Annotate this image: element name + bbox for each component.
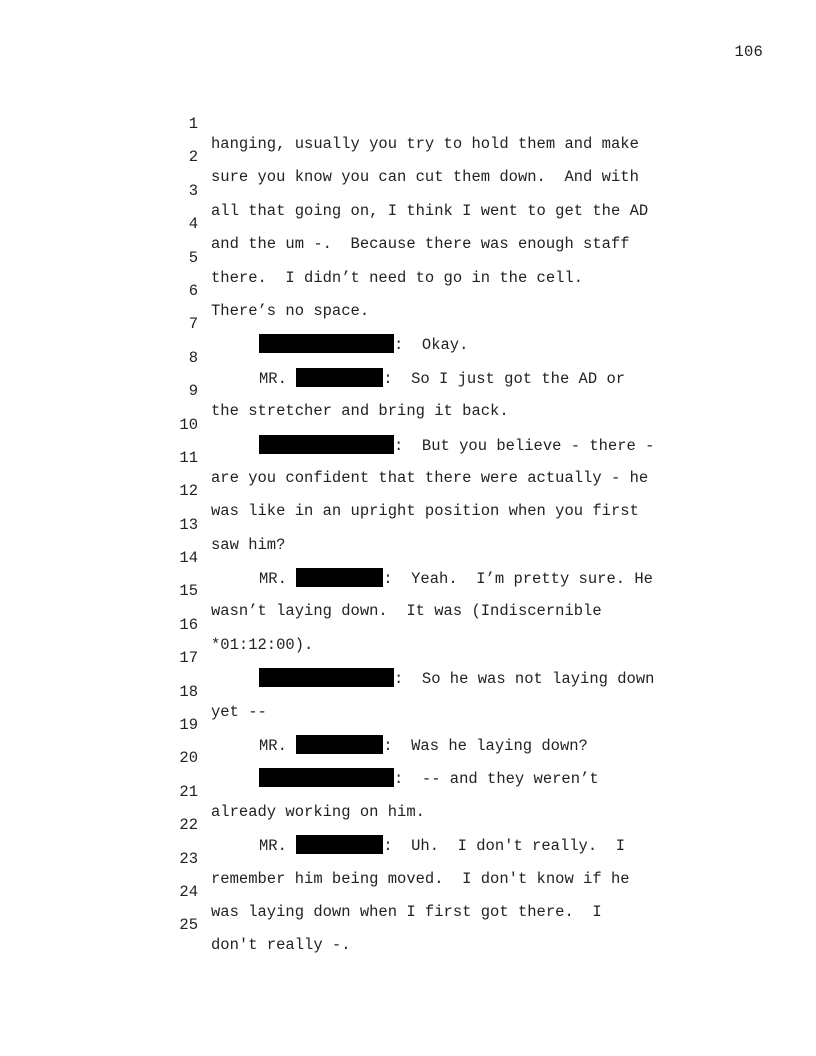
speaker-prefix: MR. bbox=[259, 570, 297, 589]
line-number: 22 bbox=[179, 816, 198, 835]
line-number: 23 bbox=[179, 849, 198, 868]
transcript-line bbox=[0, 328, 816, 388]
transcript-line bbox=[0, 94, 816, 153]
transcript-line bbox=[0, 561, 816, 621]
transcript-line bbox=[0, 862, 816, 921]
line-text: : So he was not laying down bbox=[394, 670, 655, 689]
line-number: 14 bbox=[179, 549, 198, 568]
transcript-line bbox=[0, 595, 816, 654]
line-number: 6 bbox=[188, 281, 198, 300]
line-text: wasn’t laying down. It was (Indiscernible bbox=[211, 602, 602, 621]
line-number: 10 bbox=[179, 415, 198, 434]
line-text: and the um -. Because there was enough staff bbox=[211, 235, 630, 254]
line-number: 20 bbox=[179, 749, 198, 768]
line-text: : Was he laying down? bbox=[383, 737, 588, 756]
line-text: : Yeah. I’m pretty sure. He bbox=[383, 570, 653, 589]
speaker-prefix: MR. bbox=[259, 737, 297, 756]
transcript-line bbox=[0, 161, 816, 220]
line-text: don't really -. bbox=[211, 936, 351, 955]
line-number: 24 bbox=[179, 882, 198, 901]
transcript-line bbox=[0, 762, 816, 821]
transcript-body bbox=[0, 94, 816, 955]
transcript-line bbox=[0, 461, 816, 521]
line-number: 1 bbox=[188, 115, 198, 133]
transcript-line bbox=[0, 895, 816, 955]
line-number: 15 bbox=[179, 582, 198, 601]
line-number: 2 bbox=[188, 148, 198, 167]
line-number: 16 bbox=[179, 615, 198, 634]
line-number: 5 bbox=[188, 248, 198, 267]
line-number: 25 bbox=[179, 916, 198, 935]
line-text: all that going on, I think I went to get the AD bbox=[211, 201, 649, 220]
transcript-line bbox=[0, 795, 816, 856]
line-text: : But you believe - there - bbox=[394, 436, 655, 455]
transcript-line bbox=[0, 127, 816, 187]
line-text: sure you know you can cut them down. And with bbox=[211, 168, 639, 187]
line-number: 19 bbox=[179, 716, 198, 735]
line-text: : So I just got the AD or bbox=[383, 369, 626, 388]
line-number: 12 bbox=[179, 482, 198, 501]
transcript-line bbox=[0, 194, 816, 254]
line-text: *01:12:00). bbox=[211, 635, 314, 654]
line-text: the stretcher and bring it back. bbox=[211, 402, 509, 421]
transcript-line bbox=[0, 728, 816, 789]
line-number: 11 bbox=[179, 448, 198, 467]
transcript-line bbox=[0, 361, 816, 421]
line-text: : Uh. I don't really. I bbox=[383, 837, 626, 856]
line-number: 7 bbox=[188, 315, 198, 334]
transcript-line bbox=[0, 395, 816, 455]
line-text: : Okay. bbox=[394, 336, 469, 355]
transcript-line bbox=[0, 228, 816, 287]
transcript-line bbox=[0, 428, 816, 487]
line-text: : -- and they weren’t bbox=[394, 770, 599, 789]
transcript-line bbox=[0, 261, 816, 320]
line-text: yet -- bbox=[211, 702, 267, 721]
line-number: 3 bbox=[188, 181, 198, 200]
line-text: there. I didn’t need to go in the cell. bbox=[211, 268, 584, 287]
transcript-line bbox=[0, 829, 816, 888]
page-number: 106 bbox=[734, 43, 763, 61]
line-text: already working on him. bbox=[211, 802, 425, 821]
transcript-line bbox=[0, 528, 816, 589]
line-number: 13 bbox=[179, 515, 198, 534]
line-text: was laying down when I first got there. I bbox=[211, 902, 602, 921]
line-number: 18 bbox=[179, 682, 198, 701]
line-text: are you confident that there were actually - he bbox=[211, 468, 649, 487]
speaker-prefix: MR. bbox=[259, 369, 297, 388]
transcript-line bbox=[0, 662, 816, 721]
line-number: 4 bbox=[188, 215, 198, 234]
line-text: There’s no space. bbox=[211, 301, 370, 320]
transcript-line bbox=[0, 695, 816, 756]
line-text: saw him? bbox=[211, 535, 286, 554]
speaker-prefix: MR. bbox=[259, 837, 297, 856]
transcript-line bbox=[0, 628, 816, 689]
line-number: 8 bbox=[188, 348, 198, 367]
line-number: 9 bbox=[188, 382, 198, 401]
line-number: 17 bbox=[179, 649, 198, 668]
transcript-line bbox=[0, 294, 816, 355]
line-text: hanging, usually you try to hold them and make bbox=[211, 135, 639, 153]
line-number: 21 bbox=[179, 782, 198, 801]
line-text: remember him being moved. I don't know if he bbox=[211, 869, 630, 888]
transcript-line bbox=[0, 495, 816, 554]
line-text: was like in an upright position when you first bbox=[211, 502, 639, 521]
